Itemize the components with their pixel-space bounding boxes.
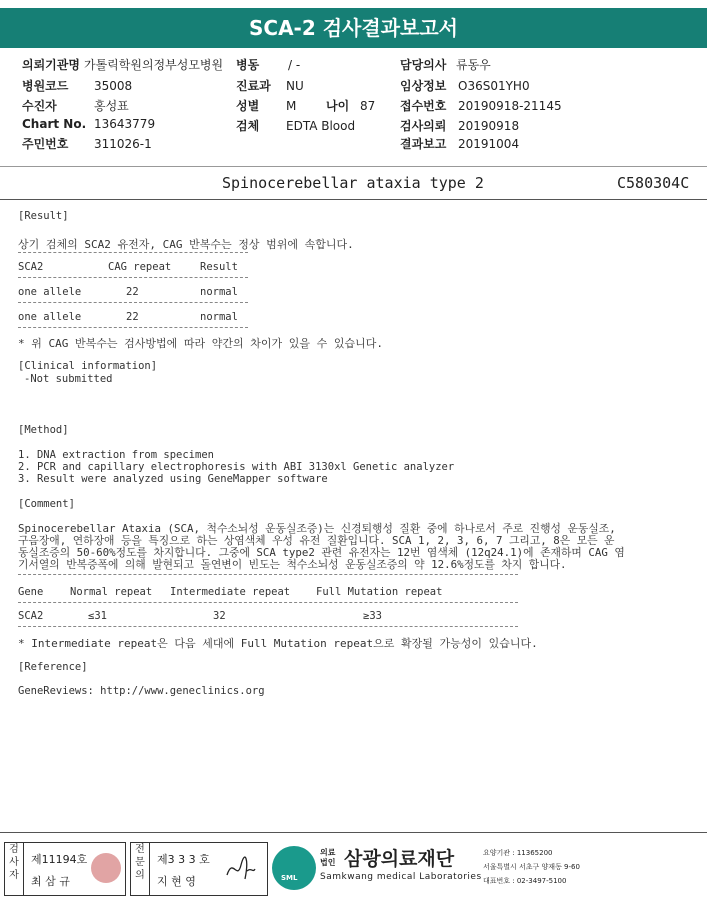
table-header-cell: CAG repeat	[108, 261, 172, 273]
divider	[18, 327, 248, 328]
method-step: 2. PCR and capillary electrophoresis with ABI 3130xl Genetic analyzer	[18, 461, 455, 473]
section-heading-reference: [Reference]	[18, 661, 88, 673]
header-field: 담당의사 류동우	[400, 58, 491, 72]
org-prefix: 의료법인	[320, 848, 336, 867]
section-heading-comment: [Comment]	[18, 498, 75, 510]
method-step: 3. Result were analyzed using GeneMapper software	[18, 473, 328, 485]
org-info-line: 요양기관 : 11365200	[483, 849, 553, 857]
header-field: 임상정보 O36S01YH0	[400, 79, 530, 93]
table-header-cell: Gene	[18, 586, 44, 598]
org-info-line: 서울특별시 서초구 양재동 9-60	[483, 863, 580, 871]
section-heading-result: [Result]	[18, 210, 69, 222]
header-field: 병원코드 35008	[22, 79, 133, 93]
reference-link[interactable]: GeneReviews: http://www.geneclinics.org	[18, 685, 265, 697]
license-number: 제11194호	[31, 853, 88, 866]
table-cell: ≤31	[88, 610, 107, 622]
comment-line: 기서열의 반복증폭에 의해 발현되고 돌연변이 빈도는 척수소뇌성 운동실조증의 약 12.6%정도를 차지 합니다.	[18, 558, 567, 571]
comment-line: Spinocerebellar Ataxia (SCA, 척수소뇌성 운동실조증)는 신경퇴행성 질환 중에 하나로서 주로 진행성 운동실조,	[18, 522, 616, 535]
header-field: 검사의뢰 20190918	[400, 119, 520, 133]
table-cell: one allele	[18, 286, 82, 298]
clinical-text: -Not submitted	[24, 373, 113, 385]
signature-box-specialist	[130, 842, 268, 896]
header-field: 결과보고 20191004	[400, 137, 520, 151]
seal-stamp	[91, 853, 121, 883]
test-code: C580304C	[617, 174, 690, 192]
table-header-cell: Full Mutation repeat	[316, 586, 443, 598]
result-summary: 상기 검체의 SCA2 유전자, CAG 반복수는 정상 범위에 속합니다.	[18, 238, 354, 251]
report-title: SCA-2 검사결과보고서	[0, 8, 707, 48]
header-field: 수진자 홍성표	[22, 99, 129, 113]
table-cell: one allele	[18, 311, 82, 323]
license-number: 제3 3 3 호	[157, 853, 210, 866]
header-field: Chart No. 13643779	[22, 117, 156, 131]
header-field: 의뢰기관명 가톨릭학원의정부성모병원	[22, 58, 224, 72]
header-field-age: 나이 87	[326, 99, 376, 113]
table-cell: SCA2	[18, 610, 44, 622]
sml-logo-icon: SML	[272, 846, 316, 890]
divider	[18, 574, 518, 575]
report-footer	[0, 840, 707, 900]
divider	[18, 277, 248, 278]
comment-note: * Intermediate repeat은 다음 세대에 Full Mutation repeat으로 확장될 가능성이 있습니다.	[18, 637, 538, 650]
section-heading-method: [Method]	[18, 424, 69, 436]
result-note: * 위 CAG 반복수는 검사방법에 따라 약간의 차이가 있을 수 있습니다.	[18, 337, 383, 350]
divider	[0, 166, 707, 167]
table-header-cell: Intermediate repeat	[170, 586, 291, 598]
divider	[18, 626, 518, 627]
divider	[18, 252, 248, 253]
table-cell: 22	[126, 286, 139, 298]
header-field: 검체 EDTA Blood	[236, 119, 356, 133]
report-header	[0, 52, 707, 164]
header-field: 접수번호 20190918-21145	[400, 99, 562, 113]
org-english-name: Samkwang medical Laboratories	[320, 872, 482, 882]
test-name: Spinocerebellar ataxia type 2	[222, 174, 484, 192]
comment-line: 동실조증의 50-60%정도를 차지합니다. 그중에 SCA type2 관련 유전자는 12번 염색체 (12q24.1)에 존재하며 CAG 염	[18, 546, 625, 559]
handwritten-signature	[223, 851, 257, 885]
table-header-cell: Normal repeat	[70, 586, 153, 598]
divider	[18, 602, 518, 603]
table-cell: normal	[200, 286, 238, 298]
org-name: 삼광의료재단	[344, 848, 455, 870]
signature-role-label: 검사자	[5, 843, 24, 895]
org-info-line: 대표번호 : 02-3497-5100	[483, 877, 567, 885]
header-field: 진료과 NU	[236, 79, 304, 93]
table-cell: ≥33	[363, 610, 382, 622]
divider	[0, 199, 707, 200]
table-header-cell: Result	[200, 261, 238, 273]
section-heading-clinical: [Clinical information]	[18, 360, 158, 372]
divider	[18, 302, 248, 303]
header-field: 성별 M	[236, 99, 297, 113]
table-cell: normal	[200, 311, 238, 323]
signer-name: 지 현 영	[157, 875, 196, 888]
comment-line: 구음장애, 연하장애 등을 특징으로 하는 상염색체 우성 유전 질환입니다. SCA 1, 2, 3, 6, 7 그리고, 8은 모든 운	[18, 534, 615, 547]
test-title-bar	[0, 171, 707, 199]
table-cell: 22	[126, 311, 139, 323]
table-header-cell: SCA2	[18, 261, 44, 273]
signature-role-label: 전문의	[131, 843, 150, 895]
header-field: 주민번호 311026-1	[22, 137, 152, 151]
method-step: 1. DNA extraction from specimen	[18, 449, 214, 461]
header-field: 병동 / -	[236, 58, 301, 72]
divider	[0, 832, 707, 833]
signer-name: 최 삼 규	[31, 875, 70, 888]
signature-box-examiner	[4, 842, 126, 896]
table-cell: 32	[213, 610, 226, 622]
